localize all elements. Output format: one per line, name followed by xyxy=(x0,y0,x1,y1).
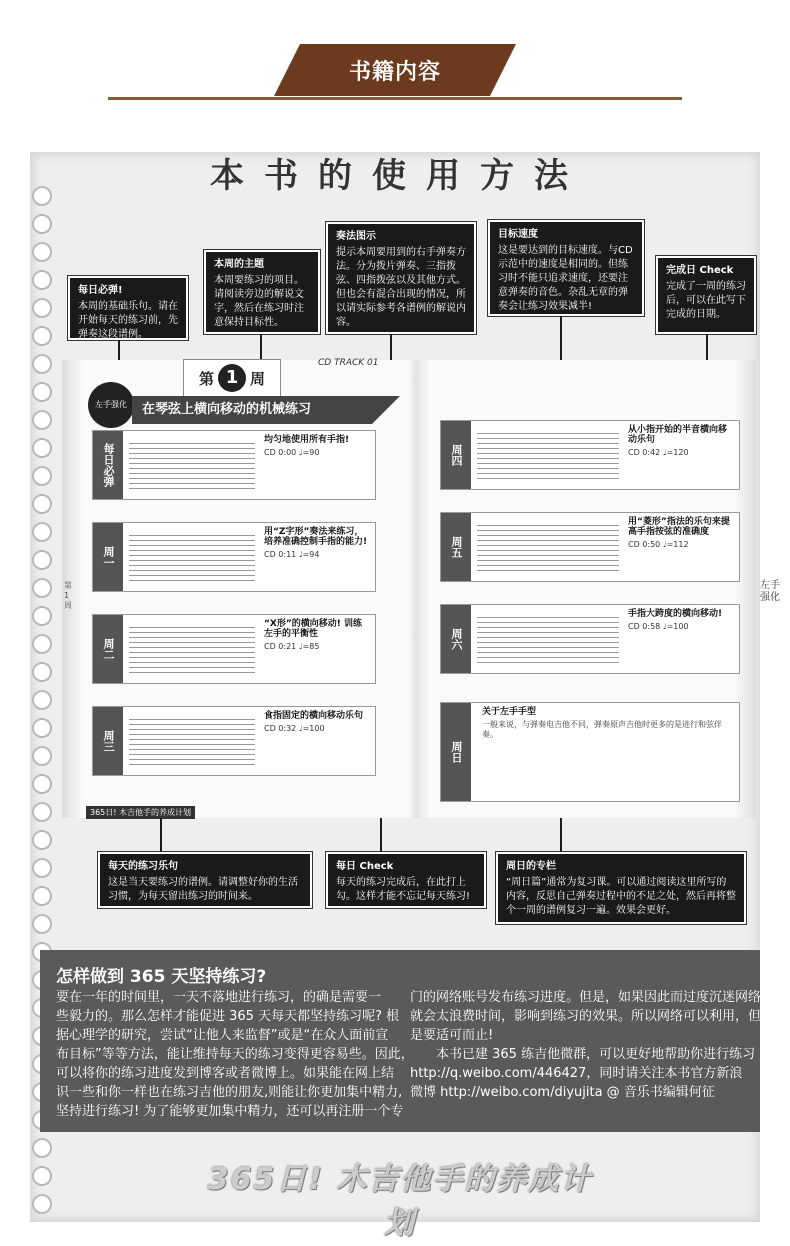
callout-title: 完成日 Check xyxy=(666,265,734,276)
leader-line xyxy=(560,818,562,854)
callout-title: 目标速度 xyxy=(498,229,538,240)
tip-title: 用“Z字形”奏法来练习，培养准确控制手指的能力! xyxy=(264,527,368,547)
binder-ring xyxy=(32,382,52,402)
tips-line: 微博 http://weibo.com/diyujita @ 音乐书编辑何征 xyxy=(410,1085,715,1100)
callout-title: 每天的练习乐句 xyxy=(108,861,178,872)
tip-text: CD 0:32 ♩=100 xyxy=(264,724,325,733)
notation-staff xyxy=(129,715,255,769)
callout-text: 这是要达到的目标速度。与CD示范中的速度是相同的。但练习时不能只追求速度，还要注意弹奏的音色。杂乱无章的弹奏会让练习效果减半! xyxy=(498,245,633,312)
exercise-block xyxy=(92,430,376,500)
binder-ring xyxy=(32,774,52,794)
tips-line: 要在一年的时间里，一天不落地进行练习，的确是需要一 xyxy=(56,990,382,1005)
exercise-tip xyxy=(477,703,739,801)
tip-text: CD 0:00 ♩=90 xyxy=(264,448,320,457)
notation-staff xyxy=(477,521,619,575)
exercise-day: 周三 xyxy=(93,707,123,775)
exercise-block xyxy=(92,522,376,592)
binder-ring xyxy=(32,858,52,878)
tip-title: 从小指开始的半音横向移动乐句 xyxy=(628,425,728,445)
tips-line: 本书已建 365 练吉他微群，可以更好地帮助你进行练习 xyxy=(436,1047,756,1062)
exercise-block xyxy=(92,614,376,684)
exercise-tip xyxy=(623,605,739,673)
notation-staff xyxy=(477,613,619,667)
exercise-day: 周二 xyxy=(93,615,123,683)
tips-line: 可以将你的练习进度发到博客或者微博上。如果能在网上结 xyxy=(56,1066,395,1081)
banner-title: 书籍内容 xyxy=(348,59,441,85)
tips-line: http://q.weibo.com/446427，同时请关注本书官方新浪 xyxy=(410,1066,743,1081)
exercise-tip xyxy=(259,431,375,499)
callout-text: 完成了一周的练习后，可以在此写下完成的日期。 xyxy=(666,281,746,320)
callout-theme xyxy=(204,250,320,334)
binder-ring xyxy=(32,802,52,822)
section-banner xyxy=(300,44,490,96)
exercise-day: 周五 xyxy=(441,513,471,581)
tips-line: 识一些和你一样也在练习吉他的朋友,则能让你更加集中精力, xyxy=(56,1085,403,1100)
notation-staff xyxy=(129,623,255,677)
spread-footer: 365日! 木吉他手的养成计划 xyxy=(86,806,195,819)
week-prefix: 第 xyxy=(198,369,214,388)
tips-line: 就会太浪费时间，影响到练习的效果。所以网络可以利用，但 xyxy=(410,1009,762,1024)
left-margin-tab: 第1周 xyxy=(64,581,72,610)
tips-right-column xyxy=(410,988,762,1102)
callout-text: 本周要练习的项目。请阅读旁边的解说文字，然后在练习时注意保持目标性。 xyxy=(214,275,304,328)
binder-ring xyxy=(32,466,52,486)
callout-text: 本周的基础乐句。请在开始每天的练习前，先弹奏这段谱例。 xyxy=(78,301,178,340)
callout-text: “周日篇”通常为复习课。可以通过阅读这里所写的内容，反思自己弹奏过程中的不足之处，然后再将整个一周的谱例复习一遍。效果会更好。 xyxy=(506,877,736,916)
notation-staff xyxy=(129,531,255,585)
callout-complete xyxy=(656,256,756,334)
cd-track-label: CD TRACK 01 xyxy=(318,358,379,368)
callout-phrase xyxy=(98,852,312,908)
exercise-day: 周六 xyxy=(441,605,471,673)
tip-title: “X形”的横向移动! 训练左手的平衡性 xyxy=(264,619,363,639)
exercise-block xyxy=(92,706,376,776)
tip-title: 关于左手手型 xyxy=(482,707,537,717)
callout-title: 奏法图示 xyxy=(336,231,376,242)
week-theme: 在琴弦上横向移动的机械练习 xyxy=(132,396,372,424)
binder-ring xyxy=(32,438,52,458)
exercise-tip xyxy=(259,615,375,683)
tips-line: 坚持进行练习! 为了能够更加集中精力，还可以再注册一个专 xyxy=(56,1104,404,1119)
callout-check xyxy=(326,852,486,908)
notation-staff xyxy=(477,429,619,483)
binder-ring xyxy=(32,662,52,682)
tip-title: 用“菱形”指法的乐句来提高手指按弦的准确度 xyxy=(628,517,730,537)
tip-text: CD 0:21 ♩=85 xyxy=(264,642,320,651)
callout-text: 每天的练习完成后，在此打上勾。这样才能不忘记每天练习! xyxy=(336,877,471,902)
leader-line xyxy=(390,334,392,362)
tips-line: 些毅力的。那么怎样才能促进 365 天每天都坚持练习呢? 根 xyxy=(56,1009,400,1024)
callout-daily xyxy=(68,276,188,340)
leader-line xyxy=(380,818,382,854)
tips-left-column xyxy=(56,988,414,1121)
binder-ring xyxy=(32,214,52,234)
binder-ring xyxy=(32,746,52,766)
exercise-day: 每日必弹 xyxy=(93,431,123,499)
exercise-block xyxy=(440,420,740,490)
binder-ring xyxy=(32,354,52,374)
page-headline: 本书的使用方法 xyxy=(210,156,588,196)
tips-line: 是要适可而止! xyxy=(410,1028,494,1043)
leader-line xyxy=(260,334,262,360)
right-margin-tab: 左手强化 xyxy=(760,580,780,603)
tips-line: 门的网络账号发布练习进度。但是，如果因此而过度沉迷网络 xyxy=(410,990,762,1005)
callout-title: 每日 Check xyxy=(336,861,394,872)
exercise-day: 周一 xyxy=(93,523,123,591)
tip-text: CD 0:50 ♩=112 xyxy=(628,540,689,549)
binder-ring xyxy=(32,326,52,346)
callout-text: 这是当天要练习的谱例。请调整好你的生活习惯，为每天留出练习的时间来。 xyxy=(108,877,298,902)
binder-ring xyxy=(32,718,52,738)
binder-ring xyxy=(32,914,52,934)
tip-text: CD 0:42 ♩=120 xyxy=(628,448,689,457)
binder-ring xyxy=(32,298,52,318)
exercise-tip xyxy=(259,707,375,775)
binder-ring xyxy=(32,1138,52,1158)
callout-sunday xyxy=(496,852,746,924)
exercise-block xyxy=(440,702,740,802)
week-indicator xyxy=(183,359,281,397)
exercise-block xyxy=(440,604,740,674)
tip-text: CD 0:11 ♩=94 xyxy=(264,550,320,559)
exercise-block xyxy=(440,512,740,582)
callout-tempo xyxy=(488,220,644,316)
week-number: 1 xyxy=(218,364,246,392)
callout-picking xyxy=(326,222,476,334)
tips-title: 怎样做到 365 天坚持练习? xyxy=(56,967,267,987)
exercise-tip xyxy=(623,513,739,581)
leader-line xyxy=(160,818,162,854)
book-title-footer: 365日! 木吉他手的养成计划 xyxy=(207,1162,593,1241)
week-suffix: 周 xyxy=(250,369,266,388)
leader-line xyxy=(560,316,562,364)
binder-ring xyxy=(32,634,52,654)
binder-ring xyxy=(32,242,52,262)
tip-title: 食指固定的横向移动乐句 xyxy=(264,711,364,721)
callout-text: 提示本周要用到的右手弹奏方法。分为拨片弹奏、三指拨弦、四指拨弦以及其他方式。但也会有混合出现的情况，所以请实际参考各谱例的解说内容。 xyxy=(336,247,466,328)
binder-ring xyxy=(32,1194,52,1214)
exercise-day: 周日 xyxy=(441,703,471,801)
exercise-day: 周四 xyxy=(441,421,471,489)
binder-ring xyxy=(32,830,52,850)
binder-ring xyxy=(32,270,52,290)
tips-line: 据心理学的研究，尝试“让他人来监督”或是“在众人面前宣 xyxy=(56,1028,389,1043)
binder-ring xyxy=(32,522,52,542)
tip-title: 均匀地使用所有手指! xyxy=(264,435,350,445)
binder-ring xyxy=(32,886,52,906)
binder-ring xyxy=(32,578,52,598)
tip-title: 手指大跨度的横向移动! xyxy=(628,609,723,619)
banner-divider xyxy=(108,97,682,100)
callout-title: 周日的专栏 xyxy=(506,861,556,872)
binder-ring xyxy=(32,550,52,570)
binder-ring xyxy=(32,1166,52,1186)
exercise-tip xyxy=(259,523,375,591)
binder-ring xyxy=(32,410,52,430)
tip-text: CD 0:58 ♩=100 xyxy=(628,622,689,631)
callout-title: 本周的主题 xyxy=(214,259,264,270)
callout-title: 每日必弹! xyxy=(78,285,123,296)
tip-text: 一般来说，与弹奏电吉他不同，弹奏原声吉他时更多的是进行和弦伴奏。 xyxy=(482,720,722,739)
binder-ring xyxy=(32,186,52,206)
notation-staff xyxy=(129,439,255,493)
exercise-tip xyxy=(623,421,739,489)
binder-ring xyxy=(32,494,52,514)
binder-ring xyxy=(32,690,52,710)
binder-ring xyxy=(32,606,52,626)
left-hand-badge: 左手强化 xyxy=(88,382,134,428)
tips-line: 布目标”等等方法，能让维持每天的练习变得更容易些。因此， xyxy=(56,1047,414,1062)
